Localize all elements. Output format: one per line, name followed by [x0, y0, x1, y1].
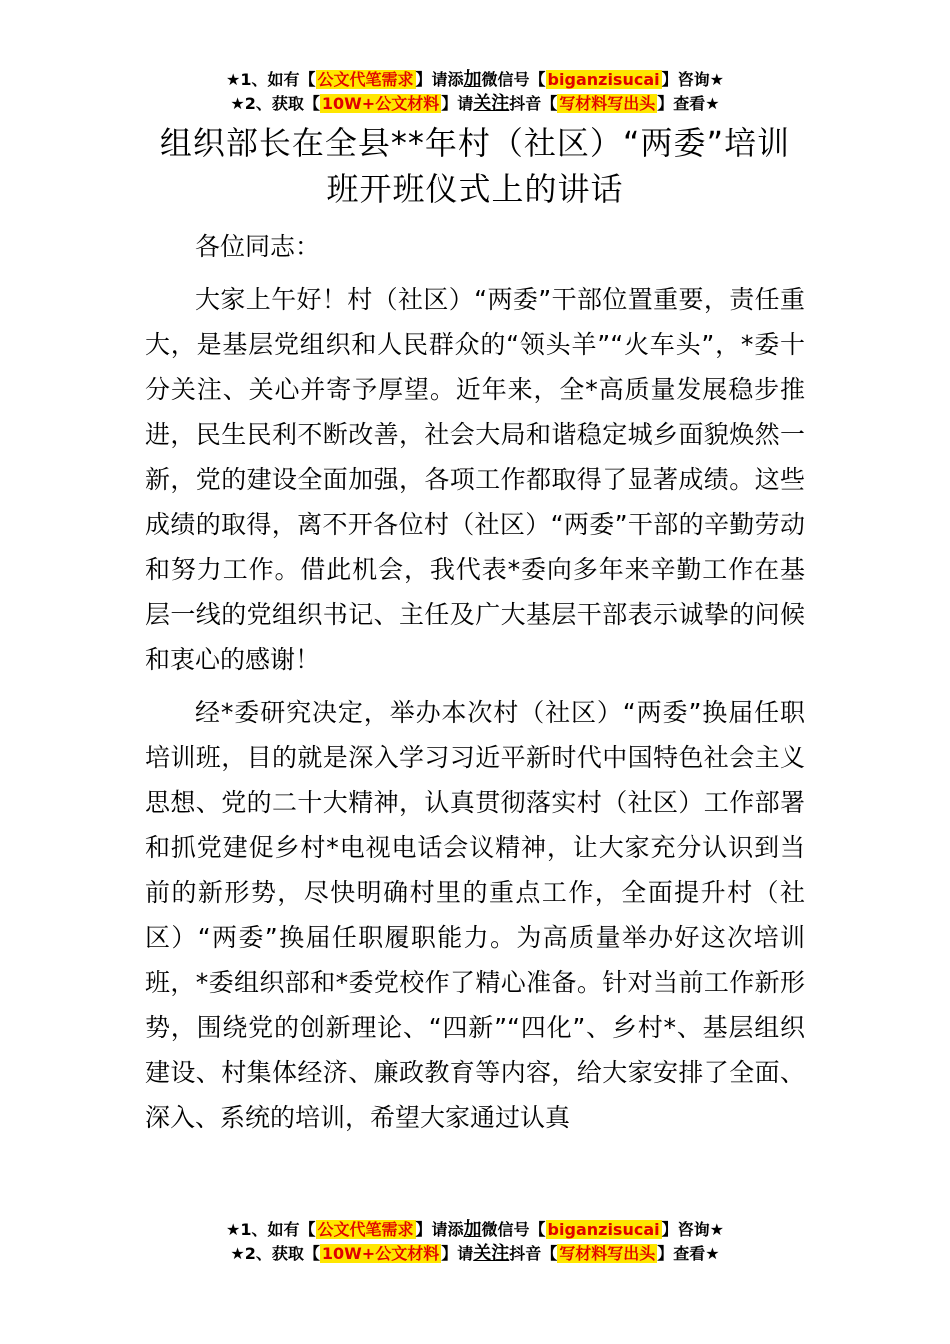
top-promo-header — [0, 68, 950, 116]
promo-text: 】请添 — [415, 1220, 464, 1239]
promo-text: 】查看★ — [657, 1244, 720, 1263]
salutation: 各位同志： — [195, 232, 321, 261]
promo-text: ★2、获取【 — [230, 1244, 320, 1263]
document-title: 组织部长在全县**年村（社区）“两委”培训班开班仪式上的讲话 — [159, 124, 791, 208]
promo-text: 】请 — [441, 1244, 474, 1263]
body-paragraph: 大家上午好！村（社区）“两委”干部位置重要，责任重大，是基层党组织和人民群众的“领头羊”“火车头”，*委十分关注、关心并寄予厚望。近年来，全*高质量发展稳步推进，民生民利不断改善，社会大局和谐稳定城乡面貌焕然一新，党的建设全面加强，各项工作都取得了显著成绩。这些成绩的取得，离不开各位村（社区）“两委”干部的辛勤劳动和努力工作。借此机会，我代表*委向多年来辛勤工作在基层一线的党组织书记、主任及广大基层干部表示诚挚的问候和衷心的感谢！ — [145, 285, 805, 674]
promo-text: 】请 — [441, 94, 474, 113]
promo-text: 微信号【 — [481, 70, 546, 89]
promo-text: 】查看★ — [657, 94, 720, 113]
promo-text: ★2、获取【 — [230, 94, 320, 113]
body-paragraph: 经*委研究决定，举办本次村（社区）“两委”换届任职培训班，目的就是深入学习习近平新时代中国特色社会主义思想、党的二十大精神，认真贯彻落实村（社区）工作部署和抓党建促乡村*电视电话会议精神，让大家充分认识到当前的新形势，尽快明确村里的重点工作，全面提升村（社区）“两委”换届任职履职能力。为高质量举办好这次培训班，*委组织部和*委党校作了精心准备。针对当前工作新形势，围绕党的创新理论、“四新”“四化”、乡村*、基层组织建设、村集体经济、廉政教育等内容，给大家安排了全面、深入、系统的培训，希望大家通过认真 — [145, 698, 805, 1132]
promo-text: 抖音【 — [509, 1244, 558, 1263]
promo-line-1 — [0, 68, 950, 92]
promo-highlight: 10W+公文材料 — [321, 1244, 440, 1263]
promo-highlight: 公文代笔需求 — [317, 1220, 414, 1239]
promo-text: ★1、如有【 — [226, 1220, 316, 1239]
promo-text: 】请添 — [415, 70, 464, 89]
promo-line-2 — [0, 1242, 950, 1266]
promo-highlight: 写材料写出头 — [559, 1244, 656, 1263]
promo-line-2 — [0, 92, 950, 116]
promo-highlight: 公文代笔需求 — [317, 70, 414, 89]
promo-text: 抖音【 — [509, 94, 558, 113]
promo-text: 】咨询★ — [661, 70, 724, 89]
promo-text: ★1、如有【 — [226, 70, 316, 89]
promo-highlight: biganzisucai — [547, 70, 660, 89]
promo-emphasis: 关注 — [473, 93, 510, 114]
promo-emphasis: 加 — [463, 69, 482, 90]
promo-highlight: 10W+公文材料 — [321, 94, 440, 113]
promo-line-1 — [0, 1218, 950, 1242]
promo-emphasis: 加 — [463, 1219, 482, 1240]
promo-text: 微信号【 — [481, 1220, 546, 1239]
promo-text: 】咨询★ — [661, 1220, 724, 1239]
bottom-promo-footer — [0, 1218, 950, 1266]
document-body — [145, 224, 805, 1148]
promo-emphasis: 关注 — [473, 1243, 510, 1264]
promo-highlight: biganzisucai — [547, 1220, 660, 1239]
promo-highlight: 写材料写出头 — [559, 94, 656, 113]
